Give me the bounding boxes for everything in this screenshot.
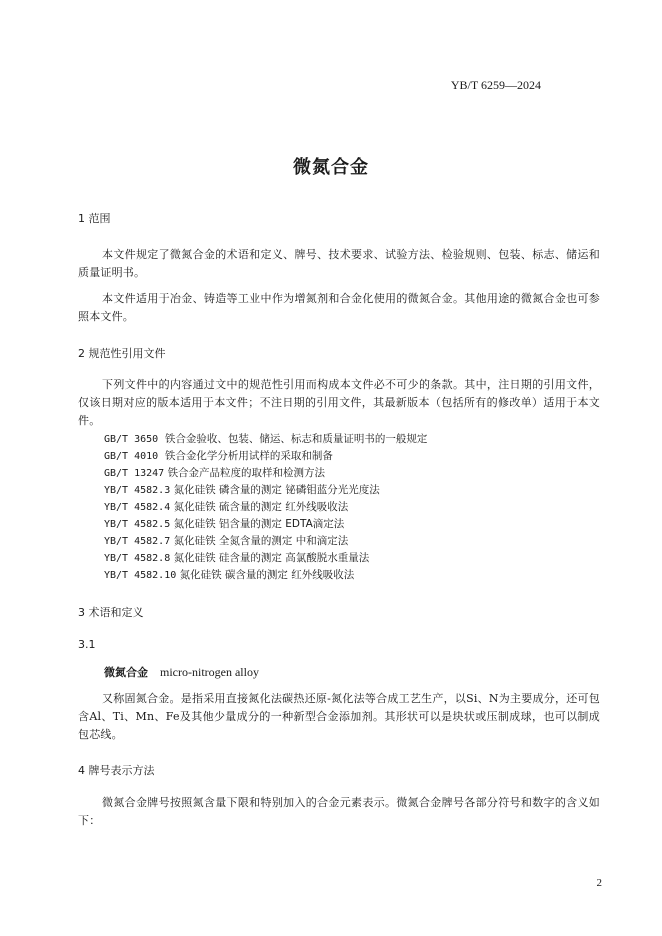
- term-entry: [104, 664, 259, 680]
- section-1-heading: 1 范围: [78, 212, 111, 225]
- reference-title: 氮化硅铁 磷含量的测定 铋磷钼蓝分光光度法: [173, 484, 380, 496]
- section-1-paragraph-1: 本文件规定了微氮合金的术语和定义、牌号、技术要求、试验方法、检验规则、包装、标志、储运和质量证明书。: [78, 248, 600, 279]
- section-1-paragraph-2: 本文件适用于冶金、铸造等工业中作为增氮剂和合金化使用的微氮合金。其他用途的微氮合金也可参照本文件。: [78, 292, 600, 323]
- reference-code: YB/T 4582.10: [104, 570, 177, 581]
- section-2-heading: 2 规范性引用文件: [78, 347, 166, 360]
- document-id: YB/T 6259—2024: [450, 78, 541, 92]
- reference-item: [104, 567, 354, 582]
- reference-title: 氮化硅铁 碳含量的测定 红外线吸收法: [179, 569, 355, 581]
- reference-code: YB/T 4582.8: [104, 553, 171, 564]
- page-number: 2: [596, 877, 602, 889]
- reference-item: [104, 550, 369, 565]
- reference-title: 氮化硅铁 铝含量的测定 EDTA滴定法: [173, 518, 345, 530]
- section-4-paragraph: 微氮合金牌号按照氮含量下限和特别加入的合金元素表示。微氮合金牌号各部分符号和数字的含义如下：: [78, 796, 600, 827]
- reference-item: [104, 533, 348, 548]
- reference-title: 铁合金化学分析用试样的采取和制备: [164, 450, 333, 462]
- term-english: micro-nitrogen alloy: [160, 665, 259, 679]
- reference-code: GB/T 13247: [104, 468, 165, 479]
- reference-title: 铁合金验收、包装、储运、标志和质量证明书的一般规定: [164, 433, 428, 445]
- section-4-heading: 4 牌号表示方法: [78, 764, 155, 777]
- reference-code: YB/T 4582.4: [104, 502, 171, 513]
- reference-item: [104, 465, 325, 480]
- reference-code: YB/T 4582.3: [104, 485, 171, 496]
- subsection-3-1-number: 3.1: [78, 638, 96, 651]
- reference-title: 氮化硅铁 全氮含量的测定 中和滴定法: [173, 535, 349, 547]
- reference-title: 氮化硅铁 硅含量的测定 高氯酸脱水重量法: [173, 552, 370, 564]
- reference-item: [104, 516, 344, 531]
- reference-title: 氮化硅铁 硫含量的测定 红外线吸收法: [173, 501, 349, 513]
- section-3-heading: 3 术语和定义: [78, 606, 144, 619]
- reference-item: [104, 431, 427, 446]
- reference-code: YB/T 4582.7: [104, 536, 171, 547]
- reference-title: 铁合金产品粒度的取样和检测方法: [167, 467, 326, 479]
- section-2-intro: 下列文件中的内容通过文中的规范性引用而构成本文件必不可少的条款。其中，注日期的引用文件，仅该日期对应的版本适用于本文件；不注日期的引用文件，其最新版本（包括所有的修改单）适用于本文件。: [78, 378, 600, 427]
- reference-item: [104, 482, 380, 497]
- reference-code: GB/T 4010: [104, 451, 159, 462]
- term-definition: 又称固氮合金。是指采用直接氮化法碳热还原-氮化法等合成工艺生产，以Si、N为主要成分，还可包含Al、Ti、Mn、Fe及其他少量成分的一种新型合金添加剂。其形状可以是块状或压制成球，也可以制成包芯线。: [78, 692, 600, 741]
- document-title: 微氮合金: [293, 157, 369, 178]
- reference-item: [104, 448, 333, 463]
- reference-item: [104, 499, 348, 514]
- reference-code: YB/T 4582.5: [104, 519, 171, 530]
- reference-code: GB/T 3650: [104, 434, 159, 445]
- term-chinese: 微氮合金: [104, 666, 148, 679]
